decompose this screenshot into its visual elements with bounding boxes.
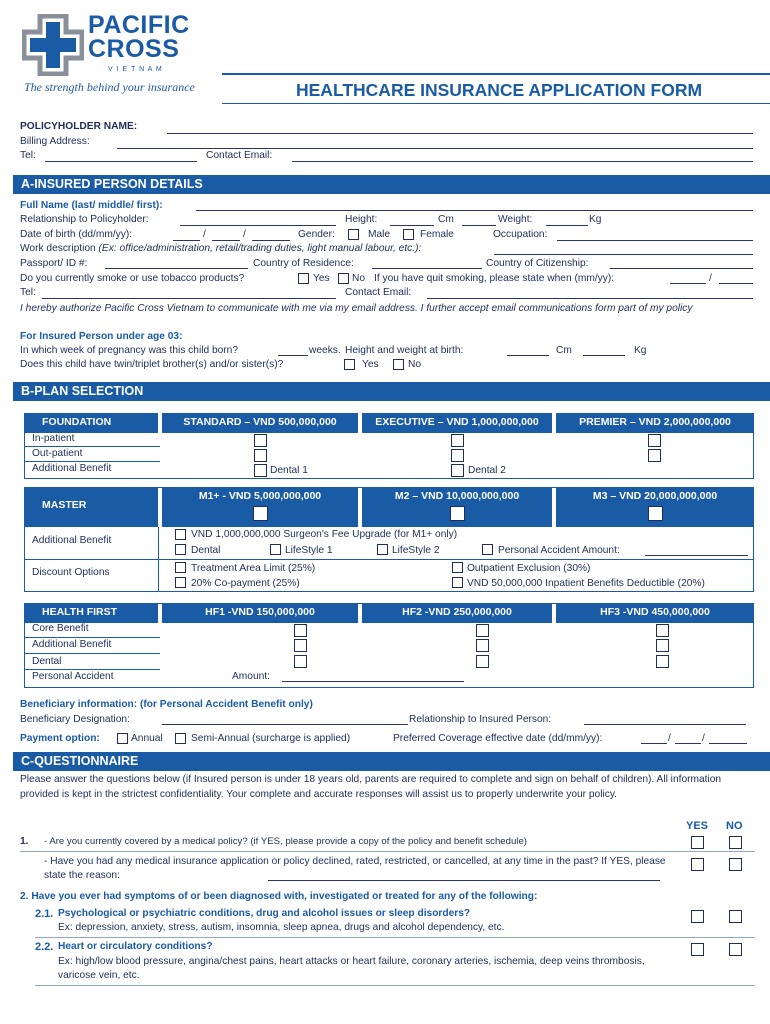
billing-address-field[interactable] — [117, 148, 753, 149]
hf-row-additional: Additional Benefit — [32, 639, 112, 650]
coverage-day-field[interactable] — [641, 743, 667, 744]
twin-no-label: No — [408, 359, 422, 370]
deductible-checkbox[interactable] — [452, 577, 463, 588]
m3-plan-checkbox[interactable] — [648, 506, 663, 521]
height-label: Height: — [345, 214, 378, 225]
q1a-no-checkbox[interactable] — [729, 836, 742, 849]
relationship-field[interactable] — [180, 225, 336, 226]
twin-question: Does this child have twin/triplet brother(s) and/or sister(s)? — [20, 359, 284, 370]
pa-amount-field[interactable] — [645, 555, 748, 556]
foundation-divider-1 — [158, 413, 162, 433]
coverage-slash-1: / — [668, 733, 671, 744]
hf2-plan-header: HF2 -VND 250,000,000 — [362, 603, 552, 623]
q22-no-checkbox[interactable] — [729, 943, 742, 956]
relationship-insured-label: Relationship to Insured Person: — [409, 714, 552, 725]
q1b-no-checkbox[interactable] — [729, 858, 742, 871]
master-additional-label: Additional Benefit — [32, 535, 112, 546]
dob-slash-2: / — [243, 229, 246, 240]
relationship-insured-field[interactable] — [584, 724, 746, 725]
q21-no-checkbox[interactable] — [729, 910, 742, 923]
master-plan-m1: M1+ - VND 5,000,000,000 — [162, 487, 358, 527]
smoke-no-label: No — [352, 273, 366, 284]
tagline: The strength behind your insurance — [24, 80, 195, 94]
master-plan-m3: M3 – VND 20,000,000,000 — [556, 487, 754, 527]
smoke-yes-checkbox[interactable] — [298, 273, 309, 284]
m1-plan-checkbox[interactable] — [253, 506, 268, 521]
quit-year-field[interactable] — [719, 283, 753, 284]
treatment-limit-label: Treatment Area Limit (25%) — [191, 563, 316, 574]
beneficiary-designation-field[interactable] — [162, 724, 408, 725]
gender-male-checkbox[interactable] — [348, 229, 359, 240]
q21-yes-checkbox[interactable] — [691, 910, 704, 923]
insured-tel-label: Tel: — [20, 287, 36, 298]
twin-yes-checkbox[interactable] — [344, 359, 355, 370]
standard-outpatient-checkbox[interactable] — [254, 449, 267, 462]
dob-year-field[interactable] — [252, 240, 290, 241]
form-title: HEALTHCARE INSURANCE APPLICATION FORM — [296, 80, 703, 100]
questionnaire-intro: Please answer the questions below (if Insured person is under 18 years old, parents are required to complete and sign on behalf of children). All information provided is kept in the strictest confidentiality. Your complete and accurate responses will assist us to properly underwrite your policy. — [20, 774, 722, 800]
gender-label: Gender: — [298, 229, 335, 240]
coverage-date-label: Preferred Coverage effective date (dd/mm/yy): — [393, 733, 603, 744]
hf1-dental-checkbox[interactable] — [294, 655, 307, 668]
executive-dental2-checkbox[interactable] — [451, 464, 464, 477]
q22-separator — [35, 985, 755, 986]
master-dental-label: Dental — [191, 545, 221, 556]
master-row-divider — [24, 559, 754, 560]
q1b-yes-checkbox[interactable] — [691, 858, 704, 871]
executive-outpatient-checkbox[interactable] — [451, 449, 464, 462]
hf3-core-checkbox[interactable] — [656, 624, 669, 637]
citizenship-label: Country of Citizenship: — [486, 258, 589, 269]
lifestyle1-label: LifeStyle 1 — [285, 545, 333, 556]
standard-dental1-checkbox[interactable] — [254, 464, 267, 477]
semi-annual-label: Semi-Annual (surcharge is applied) — [191, 733, 351, 744]
policyholder-email-label: Contact Email: — [206, 150, 273, 161]
logo-word-vietnam: V I E T N A M — [108, 66, 163, 73]
lifestyle1-checkbox[interactable] — [270, 544, 281, 555]
full-name-field[interactable] — [196, 210, 753, 211]
annual-checkbox[interactable] — [117, 733, 128, 744]
height-unit-line — [462, 225, 496, 226]
master-dental-checkbox[interactable] — [175, 544, 186, 555]
hf2-dental-checkbox[interactable] — [476, 655, 489, 668]
passport-label: Passport/ ID #: — [20, 258, 88, 269]
hf3-plan-header: HF3 -VND 450,000,000 — [556, 603, 754, 623]
weight-label: Weight: — [498, 214, 533, 225]
copayment-checkbox[interactable] — [175, 577, 186, 588]
health-first-header: HEALTH FIRST — [24, 603, 158, 623]
passport-field[interactable] — [105, 268, 248, 269]
height-field[interactable] — [390, 225, 434, 226]
coverage-month-field[interactable] — [675, 743, 701, 744]
deductible-label: VND 50,000,000 Inpatient Benefits Deductible (20%) — [467, 578, 705, 589]
policyholder-name-label: POLICYHOLDER NAME: — [20, 121, 138, 132]
hf1-plan-header: HF1 -VND 150,000,000 — [162, 603, 358, 623]
foundation-divider-3 — [552, 413, 556, 433]
weight-unit: Kg — [589, 214, 602, 225]
surgeon-upgrade-label: VND 1,000,000,000 Surgeon's Fee Upgrade (for M1+ only) — [191, 529, 458, 540]
dental2-label: Dental 2 — [468, 465, 506, 476]
dob-slash-1: / — [203, 229, 206, 240]
policyholder-tel-field[interactable] — [45, 161, 197, 162]
smoke-yes-label: Yes — [313, 273, 330, 284]
residence-field[interactable] — [372, 268, 482, 269]
lifestyle2-label: LifeStyle 2 — [392, 545, 440, 556]
weeks-label: weeks. — [309, 345, 341, 356]
gender-female-label: Female — [420, 229, 454, 240]
q1b-reason-field[interactable] — [268, 880, 660, 881]
standard-inpatient-checkbox[interactable] — [254, 434, 267, 447]
insured-email-field[interactable] — [427, 298, 753, 299]
hf3-additional-checkbox[interactable] — [656, 639, 669, 652]
coverage-year-field[interactable] — [709, 743, 747, 744]
twin-no-checkbox[interactable] — [393, 359, 404, 370]
quit-slash: / — [709, 273, 712, 284]
citizenship-field[interactable] — [610, 268, 753, 269]
dob-day-field[interactable] — [173, 240, 200, 241]
q22-yes-checkbox[interactable] — [691, 943, 704, 956]
beneficiary-heading: Beneficiary information: (for Personal Accident Benefit only) — [20, 699, 313, 710]
section-c-header: C-QUESTIONNAIRE — [13, 752, 770, 771]
payment-option-label: Payment option: — [20, 733, 100, 744]
foundation-divider-2 — [358, 413, 362, 433]
premier-inpatient-checkbox[interactable] — [648, 434, 661, 447]
insured-email-label: Contact Email: — [345, 287, 412, 298]
birth-height-field[interactable] — [507, 355, 549, 356]
lifestyle2-checkbox[interactable] — [377, 544, 388, 555]
master-header: MASTER — [24, 487, 158, 527]
pregnancy-question: In which week of pregnancy was this child born? — [20, 345, 239, 356]
policyholder-name-field[interactable] — [167, 133, 753, 134]
section-a-header: A-INSURED PERSON DETAILS — [13, 175, 770, 194]
dob-month-field[interactable] — [212, 240, 240, 241]
beneficiary-designation-label: Beneficiary Designation: — [20, 714, 130, 725]
pa-amount-label: Personal Accident Amount: — [498, 545, 620, 556]
smoke-no-checkbox[interactable] — [338, 273, 349, 284]
foundation-plan-executive: EXECUTIVE – VND 1,000,000,000 — [362, 413, 552, 433]
master-plan-m2: M2 – VND 10,000,000,000 — [362, 487, 552, 527]
work-description-label: Work description (Ex: office/administration, retail/trading duties, light manual labour, etc.): — [20, 243, 422, 254]
coverage-slash-2: / — [702, 733, 705, 744]
no-column-header: NO — [726, 820, 743, 832]
hf-row-dental: Dental — [32, 656, 62, 667]
relationship-label: Relationship to Policyholder: — [20, 214, 149, 225]
dob-label: Date of birth (dd/mm/yy): — [20, 229, 133, 240]
dental1-label: Dental 1 — [270, 465, 308, 476]
section-b-header: B-PLAN SELECTION — [13, 382, 770, 401]
foundation-row-line-1 — [24, 446, 160, 447]
yes-column-header: YES — [686, 820, 709, 832]
pregnancy-week-field[interactable] — [278, 355, 308, 356]
twin-yes-label: Yes — [362, 359, 379, 370]
q22-number: 2.2. — [35, 941, 54, 953]
title-rule — [222, 73, 770, 75]
q1a-yes-checkbox[interactable] — [691, 836, 704, 849]
cross-logo-icon — [22, 14, 84, 76]
hf-row-line-3 — [24, 669, 160, 670]
occupation-label: Occupation: — [493, 229, 548, 240]
birth-weight-unit: Kg — [634, 345, 647, 356]
birth-height-unit: Cm — [556, 345, 572, 356]
foundation-row-inpatient: In-patient — [32, 433, 75, 444]
occupation-field[interactable] — [557, 240, 753, 241]
residence-label: Country of Residence: — [253, 258, 354, 269]
foundation-plan-premier: PREMIER – VND 2,000,000,000 — [556, 413, 754, 433]
hf-row-pa: Personal Accident — [32, 671, 114, 682]
foundation-row-line-2 — [24, 461, 160, 462]
q1b-text: - Have you had any medical insurance application or policy declined, rated, restricted, or cancelled, at any time in the past? If YES, please state the reason: — [44, 856, 666, 881]
q22-text: Heart or circulatory conditions? — [58, 941, 213, 952]
annual-label: Annual — [131, 733, 163, 744]
foundation-row-outpatient: Out-patient — [32, 448, 83, 459]
q22-example: Ex: high/low blood pressure, angina/chest pains, heart attacks or heart failure, coronary arteries, ischemia, deep veins thrombosis, varicose vein, etc. — [58, 956, 645, 981]
policyholder-tel-label: Tel: — [20, 150, 36, 161]
q2-text: 2. Have you ever had symptoms of or been diagnosed with, investigated or treated for any of the following: — [20, 891, 538, 902]
full-name-label: Full Name (last/ middle/ first): — [20, 200, 163, 211]
foundation-header: FOUNDATION — [24, 413, 158, 433]
treatment-limit-checkbox[interactable] — [175, 562, 186, 573]
hf-pa-amount-label: Amount: — [232, 671, 270, 682]
work-description-field[interactable] — [494, 254, 753, 255]
logo-word-pacific: PACIFIC — [88, 11, 190, 39]
policyholder-email-field[interactable] — [292, 161, 753, 162]
q21-separator — [35, 937, 755, 938]
q1-number: 1. — [20, 836, 29, 847]
quit-month-field[interactable] — [670, 283, 706, 284]
hf-row-core: Core Benefit — [32, 623, 89, 634]
q21-text: Psychological or psychiatric conditions, drug and alcohol issues or sleep disorders? — [58, 908, 471, 919]
hf1-additional-checkbox[interactable] — [294, 639, 307, 652]
surgeon-upgrade-checkbox[interactable] — [175, 529, 186, 540]
quit-smoking-question: If you have quit smoking, please state when (mm/yy): — [374, 273, 615, 284]
weight-field[interactable] — [546, 225, 588, 226]
hf-pa-amount-field[interactable] — [282, 681, 464, 682]
billing-address-label: Billing Address: — [20, 136, 90, 147]
hf2-core-checkbox[interactable] — [476, 624, 489, 637]
executive-inpatient-checkbox[interactable] — [451, 434, 464, 447]
gender-female-checkbox[interactable] — [403, 229, 414, 240]
hf-row-line-1 — [24, 637, 160, 638]
title-underline — [222, 103, 770, 104]
hf-row-line-2 — [24, 653, 160, 654]
outpatient-exclusion-label: Outpatient Exclusion (30%) — [467, 563, 591, 574]
personal-accident-checkbox[interactable] — [482, 544, 493, 555]
foundation-plan-standard: STANDARD – VND 500,000,000 — [162, 413, 358, 433]
gender-male-label: Male — [368, 229, 391, 240]
copayment-label: 20% Co-payment (25%) — [191, 578, 300, 589]
q21-number: 2.1. — [35, 908, 54, 920]
smoke-question: Do you currently smoke or use tobacco products? — [20, 273, 245, 284]
insured-tel-field[interactable] — [42, 298, 336, 299]
birth-hw-label: Height and weight at birth: — [345, 345, 464, 356]
outpatient-exclusion-checkbox[interactable] — [452, 562, 463, 573]
under-3-heading: For Insured Person under age 03: — [20, 331, 183, 342]
q21-example: Ex: depression, anxiety, stress, autism, insomnia, sleep apnea, drugs and alcohol dependency, etc. — [58, 922, 505, 933]
height-unit: Cm — [438, 214, 454, 225]
premier-outpatient-checkbox[interactable] — [648, 449, 661, 462]
birth-weight-field[interactable] — [583, 355, 625, 356]
authorization-text: I hereby authorize Pacific Cross Vietnam to communicate with me via my email address. I further accept email communications form part of my policy — [20, 303, 693, 314]
semi-annual-checkbox[interactable] — [175, 733, 186, 744]
master-discount-label: Discount Options — [32, 567, 110, 578]
q1a-text: - Are you currently covered by a medical policy? (if YES, please provide a copy of the policy and benefit schedule) — [44, 836, 527, 847]
hf2-additional-checkbox[interactable] — [476, 639, 489, 652]
hf1-core-checkbox[interactable] — [294, 624, 307, 637]
foundation-row-additional: Additional Benefit — [32, 463, 112, 474]
q1-separator — [20, 851, 755, 852]
hf3-dental-checkbox[interactable] — [656, 655, 669, 668]
logo-word-cross: CROSS — [88, 35, 180, 63]
m2-plan-checkbox[interactable] — [450, 506, 465, 521]
